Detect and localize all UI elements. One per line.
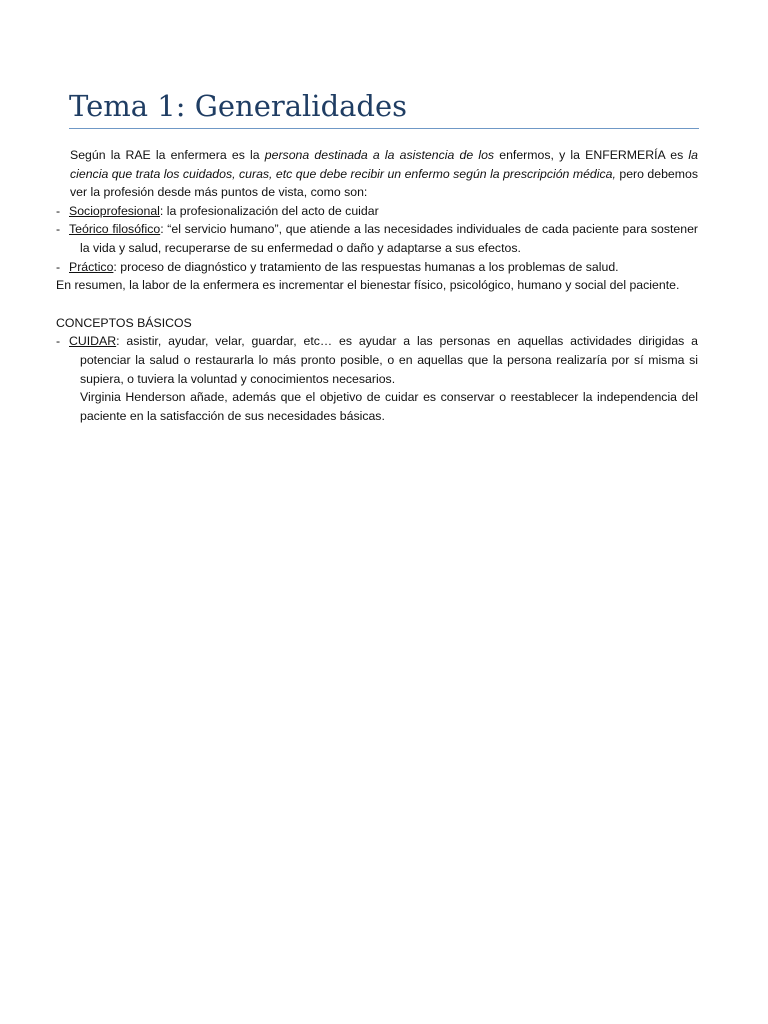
- intro-text-1: Según la RAE la enfermera es la: [70, 148, 265, 162]
- page-title: Tema 1: Generalidades: [69, 89, 408, 123]
- intro-text-3: pero debemos ver la profesión desde más puntos de vista, como son:: [70, 166, 698, 200]
- term-separator: :: [116, 334, 120, 349]
- point-text: proceso de diagnóstico y tratamiento de las respuestas humanas a los problemas de salud.: [116, 259, 619, 274]
- term-separator: :: [159, 203, 164, 218]
- term-separator: :: [160, 222, 164, 237]
- list-item-practico: [56, 258, 698, 277]
- intro-italic-1: persona destinada a la asistencia de los: [264, 148, 495, 162]
- intro-italic-2: la ciencia que trata los cuidados, curas, etc que debe recibir un enfermo según la prescripción médica,: [70, 148, 698, 181]
- bullet-dash: -: [56, 203, 61, 218]
- title-divider: [69, 128, 699, 129]
- section-title: CONCEPTOS BÁSICOS: [56, 315, 192, 330]
- term-socioprofesional: Socioprofesional: [69, 203, 160, 218]
- list-item-socioprofesional: [56, 202, 698, 221]
- bullet-dash: -: [56, 334, 61, 349]
- bullet-dash: -: [56, 259, 61, 274]
- document-body: [56, 146, 698, 425]
- henderson-paragraph: Virginia Henderson añade, además que el objetivo de cuidar es conservar o reestablecer la independencia del paciente en la satisfacción de sus necesidades básicas.: [80, 390, 698, 423]
- point-text: la profesionalización del acto de cuidar: [163, 203, 379, 218]
- paragraph-spacer: [56, 295, 698, 313]
- intro-paragraph: [56, 146, 698, 202]
- term-separator: :: [113, 259, 117, 274]
- list-item-cuidar: [56, 332, 698, 388]
- list-item-teorico-filosofico: [56, 220, 698, 257]
- intro-text-2: enfermos, y la ENFERMERÍA es: [494, 148, 689, 162]
- term-practico: Práctico: [69, 259, 114, 274]
- term-teorico-filosofico: Teórico filosófico: [69, 222, 161, 237]
- term-cuidar: CUIDAR: [69, 334, 117, 349]
- point-text: “el servicio humano”, que atiende a las necesidades individuales de cada paciente para sostener la vida y salud, recuperarse de su enfermedad o daño y adaptarse a sus efectos.: [80, 222, 698, 255]
- bullet-dash: -: [56, 222, 61, 237]
- concept-text: asistir, ayudar, velar, guardar, etc… es ayudar a las personas en aquellas actividades dirigidas a potenciar la salud o restaurarla lo más pronto posible, o en aquellas que la persona realizaría por sí misma si supiera, o tuviera la voluntad y conocimientos necesarios.: [80, 334, 698, 386]
- summary-paragraph: En resumen, la labor de la enfermera es incrementar el bienestar físico, psicológico, humano y social del paciente.: [56, 278, 680, 293]
